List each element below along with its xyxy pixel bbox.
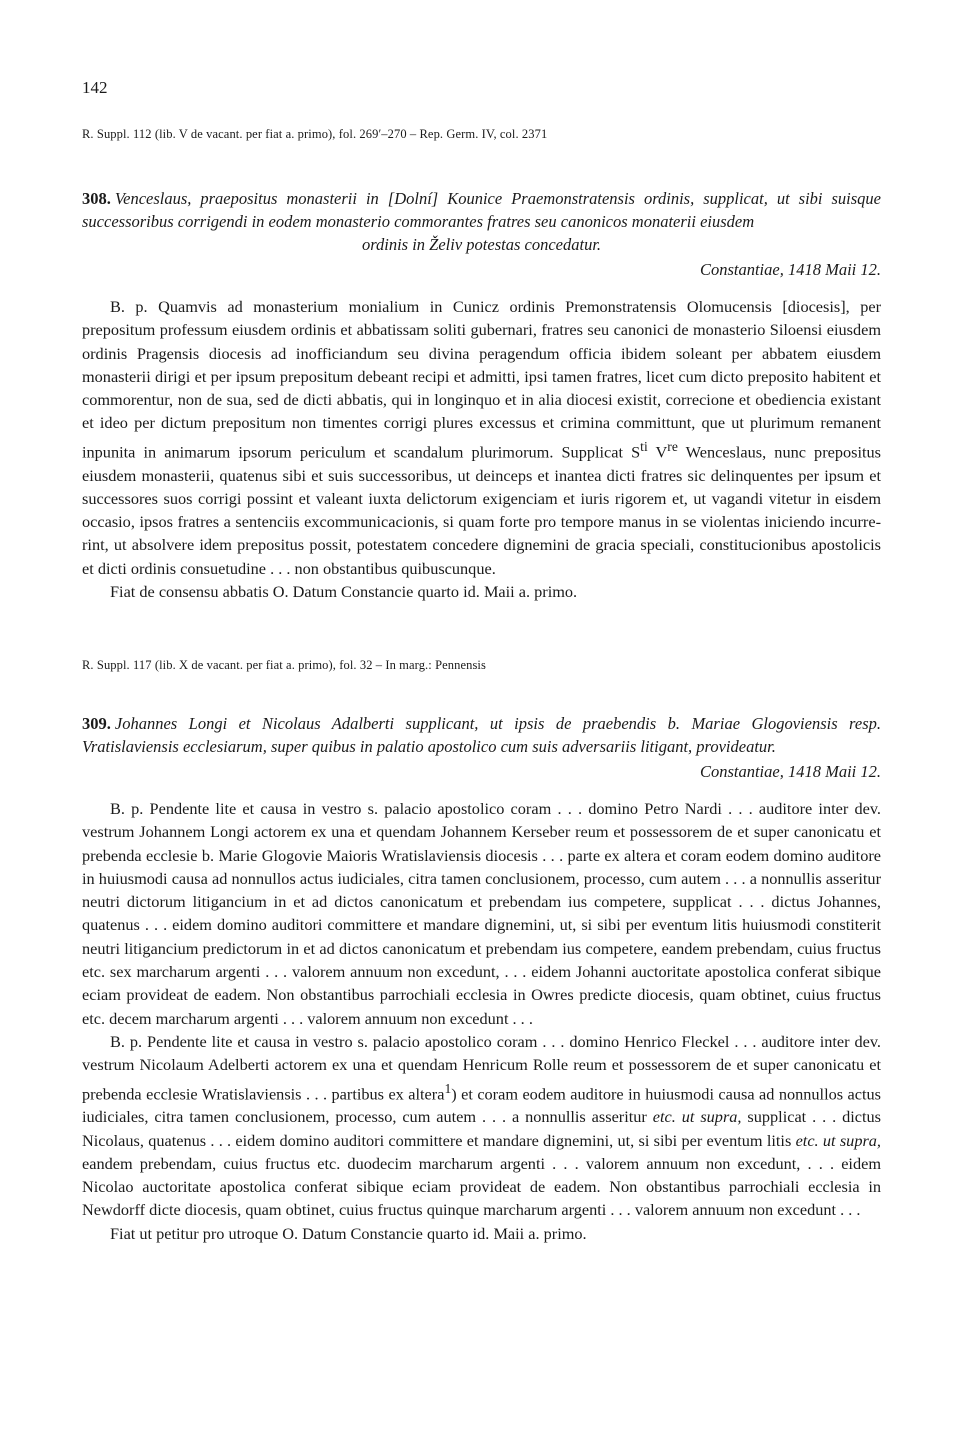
entry-308	[82, 187, 881, 603]
entry-308-body-part-a: B. p. Quamvis ad monasterium monialium in Cunicz ordinis Premonstratensis Olomucensis [diocesis], per prepositum professum eiusdem ordinis et abbatissam soliti gubernari, fratres seu canonici de monasterio Siloensi eiusdem ordinis Pragensis diocesis ad inofficiandum seu divina peragendum officia ibidem soleant per abbatem eiusdem monasterii dirigi et per ipsum prepositum debeant recipi et admitti, ipsi tamen fratres, licet cum dicto preposito habitent et commorentur, non de sua, sed de dicti abbatis, qui in longinquo et in alia diocesi existit, correcione et obediencia existant et ideo per dictum prepositum non timentes corrigi plures excessus et crimina committunt, que ut plurimum remanent inpunita in animarum ipsorum periculum et scandalum plurimorum. Supplicat S	[82, 297, 881, 462]
entry-309-p2-part-b: ) et coram eodem auditore in huiusmodi causa ad nonnullos actus iudiciales, citra tamen conclusionem, processo, cum autem . . . a nonnullis asseritur	[82, 1083, 881, 1127]
entry-308-heading-last-line: ordinis in Želiv potestas concedatur.	[361, 235, 602, 254]
entry-308-closing: Fiat de consensu abbatis O. Datum Constancie quarto id. Maii a. primo.	[110, 581, 578, 601]
entry-308-number: 308.	[82, 189, 111, 208]
entry-309-dateline: Constantiae, 1418 Maii 12.	[699, 762, 881, 781]
entry-308-dateline: Constantiae, 1418 Maii 12.	[699, 260, 881, 279]
entry-309-heading-text: Johannes Longi et Nicolaus Adalberti supplicant, ut ipsis de praebendis b. Mariae Glogoviensis resp. Vratislaviensis ecclesiarum, super quibus in palatio apostolico cum suis adversariis litigant, provideatur.	[82, 714, 881, 756]
footnote-marker: 1	[444, 1080, 452, 1096]
entry-309-p2-part-a: B. p. Pendente lite et causa in vestro s. palacio apostolico coram . . . domino Henrico Fleckel . . . auditore inter dev. vestrum Nicolaum Adelberti actorem ex una et quendam Henricum Rolle reum et possessorem de et super canonicatu et prebenda ecclesie Wratislaviensis . . . partibus ex altera	[82, 1031, 881, 1103]
entry-308-body-part-c: Wenceslaus, nunc prepositus eiusdem monasterii, quatenus sibi et suis successoribus, ut deinceps et inantea dicti fratres sic delinquentes per ipsum et successores suos corrigi possint et valeant iuxta delictorum exigenciam et iuris rigorem et, ut vagandi vitetur in eisdem occasio, ipsos fratres a sentenciis excommunicacionis, si quam forte pro tempore manus in se violentas iniciendo incurrerint, ut absolvere idem prepositus possit, potestatem concedere dignemini de gracia speciali, constitucionibus apostolicis et dicti ordinis consuetudine . . . non obstantibus quibuscunque.	[82, 442, 881, 578]
page-number: 142	[82, 78, 108, 97]
entry-309-p2-italic-2: etc. ut supra,	[795, 1130, 882, 1150]
entry-309	[82, 712, 881, 1245]
source-reference-mid: R. Suppl. 117 (lib. X de vacant. per fiat a. primo), fol. 32 – In marg.: Pennensis	[82, 658, 486, 672]
entry-308-heading-text: Venceslaus, praepositus monasterii in [Dolní] Kounice Praemonstratensis ordinis, supplicat, ut sibi suisque successoribus corrigendi in eodem monasterio commorantes fratres seu canonicos monaterii eiusdem	[82, 189, 881, 231]
entry-309-paragraph-2	[82, 1030, 881, 1222]
entry-309-closing: Fiat ut petitur pro utroque O. Datum Constancie quarto id. Maii a. primo.	[110, 1223, 587, 1243]
entry-308-body	[82, 295, 881, 580]
entry-309-p2-part-d: eandem prebendam, cuius fructus etc. duodecim marcharum argenti . . . valorem annuum non excedunt, . . . eidem Nicolao auctoritate apostolica conferat sibique eciam provideat de eadem. Non obstantibus parrochiali ecclesia in Newdorff dicte diocesis, quam obtinet, cuius fructus quinque marcharum argenti . . . valorem annuum non excedunt . . .	[82, 1153, 881, 1220]
entry-309-paragraph-1: B. p. Pendente lite et causa in vestro s. palacio apostolico coram . . . domino Petro Nardi . . . auditore inter dev. vestrum Johannem Longi actorem ex una et quendam Johannem Kerseber reum et possessorem de et super canonicatu et prebenda ecclesie b. Marie Glogovie Maioris Wratislaviensis diocesis . . . parte ex altera et coram eodem domino auditore in huiusmodi causa ad nonnullos actus iudiciales, citra tamen conclusionem, processo, cum autem . . . a nonnullis asseritur neutri dictorum litigancium in et ad dictos canonicatum et prebendam ius competere, supplicat . . . dictus Johannes, quatenus . . . eidem domino auditori committere et mandare dignemini, ut, si sibi per eventum litis huiusmodi constiterit neutri litigancium predictorum in et ad dictos canonicatum et prebendam ius competere, eandem prebendam, cuius fructus etc. sex marcharum argenti . . . valorem annuum non excedunt, . . . eidem Johanni auctoritate apostolica conferat sibique eciam provideat de eadem. Non obstantibus parrochiali ecclesia in Owres predicte diocesis, quam obtinet, cuius fructus etc. decem marcharum argenti . . . valorem annuum non excedunt . . .	[82, 799, 881, 1028]
entry-309-p2-italic-1: etc. ut supra,	[652, 1107, 742, 1127]
source-reference-top: R. Suppl. 112 (lib. V de vacant. per fiat a. primo), fol. 269′–270 – Rep. Germ. IV, col. 2371	[82, 127, 548, 141]
superscript-re: re	[667, 438, 678, 454]
entry-308-heading	[82, 187, 881, 256]
superscript-ti: ti	[640, 438, 648, 454]
entry-309-p2-part-c: supplicat . . . dictus Nicolaus, quatenus . . . eidem domino auditori committere et mandare dignemini, ut, si sibi per eventum litis	[82, 1107, 882, 1150]
entry-308-body-part-b: V	[647, 442, 668, 462]
entry-309-heading	[82, 712, 881, 758]
entry-309-number: 309.	[82, 714, 111, 733]
